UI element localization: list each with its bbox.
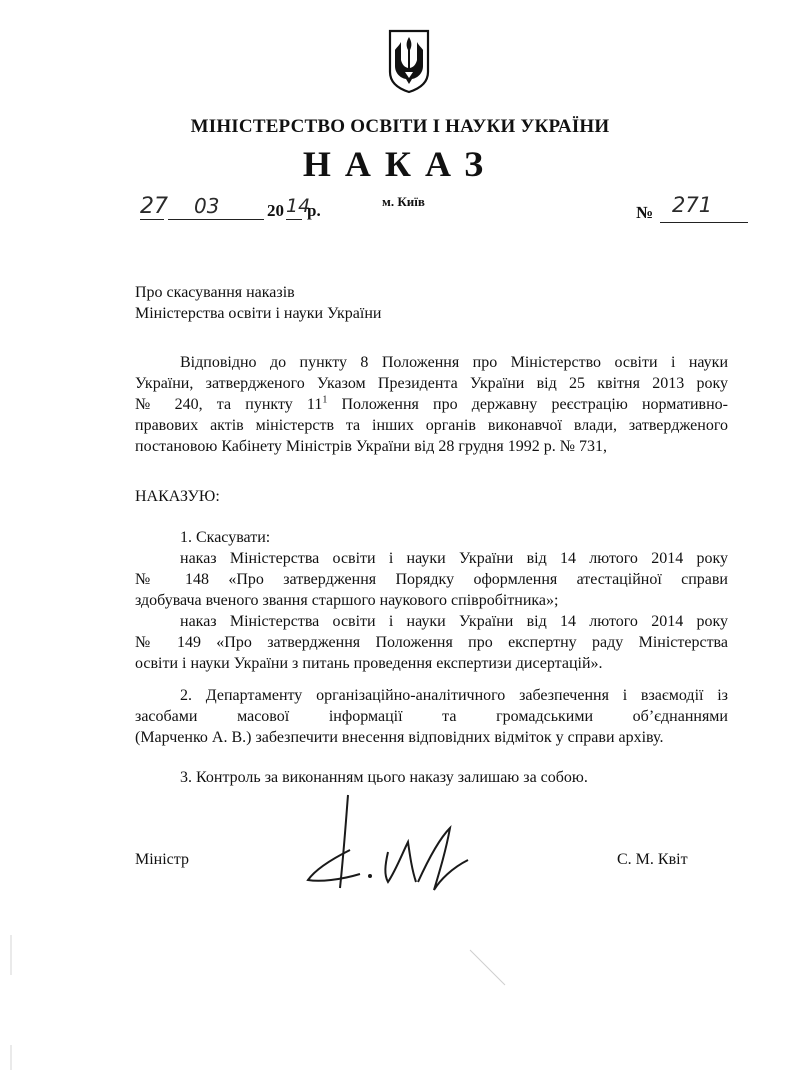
date-year-prefix: 20	[267, 201, 284, 220]
date-month: 03	[194, 194, 220, 218]
text-line: освіти і науки України з питань проведення експертизи дисертацій».	[135, 655, 603, 672]
text-line: правових актів міністерств та інших органів виконавчої влади, затвердженого	[135, 417, 728, 434]
date-year-digits: 14	[286, 195, 311, 217]
text-line	[135, 394, 728, 415]
text-line: (Марченко А. В.) забезпечити внесення відповідних відміток у справи архіву.	[135, 729, 664, 746]
order-number-underline	[660, 222, 748, 223]
superscript: 1	[322, 394, 328, 406]
date-month-underline	[168, 219, 264, 220]
text-fragment: Положення про державну реєстрацію нормативно-	[327, 396, 729, 413]
signer-title: Міністр	[135, 851, 189, 868]
text-line: № 149 «Про затвердження Положення про експертну раду Міністерства	[135, 634, 728, 651]
ministry-name: МІНІСТЕРСТВО ОСВІТИ І НАУКИ УКРАЇНИ	[190, 116, 610, 137]
date-year-underline	[286, 219, 302, 220]
preamble-paragraph	[135, 352, 728, 457]
number-sign: №	[636, 203, 654, 222]
text-line: 2. Департаменту організаційно-аналітичного забезпечення і взаємодії із	[180, 687, 728, 704]
item-heading: 1. Скасувати:	[180, 529, 271, 546]
city: м. Київ	[382, 194, 425, 209]
text-line: № 148 «Про затвердження Порядку оформлення атестаційної справи	[135, 571, 728, 588]
date-year-suffix: р.	[307, 201, 321, 220]
date-day-underline	[140, 219, 164, 220]
order-number: 271	[672, 193, 713, 217]
date-day: 27	[140, 194, 168, 219]
subject-line: Міністерства освіти і науки України	[135, 305, 382, 322]
document-type-title: НАКАЗ	[302, 144, 498, 184]
text-line: України, затвердженого Указом Президента України від 25 квітня 2013 року	[135, 375, 728, 392]
text-fragment: № 240, та пункту 11	[135, 396, 323, 413]
coat-of-arms-icon	[386, 28, 432, 94]
item-1	[135, 527, 728, 674]
text-line: наказ Міністерства освіти і науки України від 14 лютого 2014 року	[180, 613, 728, 630]
text-line: засобами масової інформації та громадськими об’єднаннями	[135, 708, 728, 725]
text-line: наказ Міністерства освіти і науки України від 14 лютого 2014 року	[180, 550, 728, 567]
order-word: НАКАЗУЮ:	[135, 488, 220, 505]
text-line: здобувача вченого звання старшого наукового співробітника»;	[135, 592, 559, 609]
subject-line: Про скасування наказів	[135, 284, 295, 301]
subject	[135, 282, 381, 324]
handwritten-signature	[300, 790, 480, 900]
item-2	[135, 685, 728, 748]
text-line: постановою Кабінету Міністрів України від 28 грудня 1992 р. № 731,	[135, 438, 608, 455]
text-line: 3. Контроль за виконанням цього наказу залишаю за собою.	[180, 769, 588, 786]
signer-name: С. М. Квіт	[617, 851, 688, 868]
text-line: Відповідно до пункту 8 Положення про Міністерство освіти і науки	[180, 354, 728, 371]
item-3	[135, 767, 728, 788]
